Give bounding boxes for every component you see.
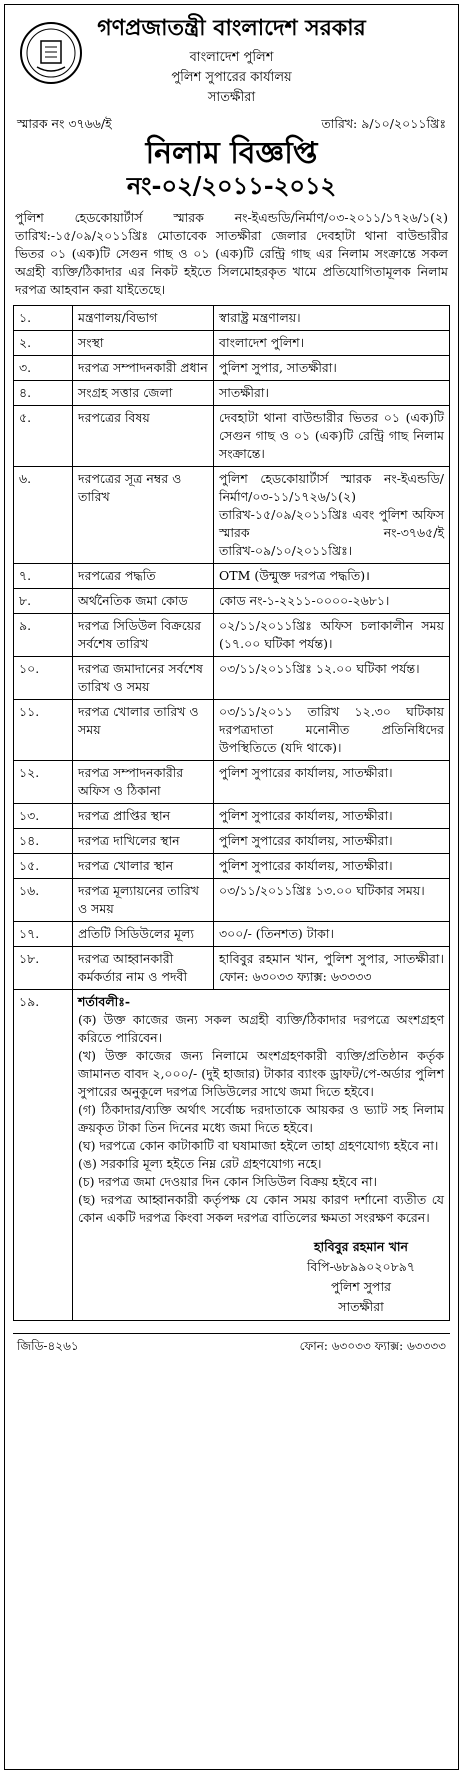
table-row — [14, 700, 450, 761]
government-title: গণপ্রজাতন্ত্রী বাংলাদেশ সরকার — [97, 15, 366, 41]
signatory-district: সাতক্ষীরা — [338, 1299, 384, 1314]
row-label: দরপত্র সম্পাদনকারীর অফিস ও ঠিকানা — [73, 761, 214, 804]
term-item: (গ) ঠিকাদার/ব্যক্তি অর্থাৎ সর্বোচ্চ দরদাতাকে আয়কর ও ভ্যাট সহ নিলাম ক্রয়কৃত টাকা তিন দিনের মধ্যে জমা দিতে হইবে। — [78, 1102, 444, 1135]
term-item: (ক) উক্ত কাজের জন্য সকল অগ্রহী ব্যক্তি/ঠিকাদার দরপত্রে অংশগ্রহণ করিতে পারিবেন। — [78, 1012, 444, 1045]
table-row — [14, 356, 450, 381]
row-value: দেবহাটা থানা বাউন্ডারীর ভিতর ০১ (এক)টি সেগুন গাছ ও ০১ (এক)টি রেন্ট্রি গাছ নিলাম সংক্রান্তে। — [214, 406, 450, 467]
table-row — [14, 589, 450, 614]
row-label: সংস্থা — [73, 331, 214, 356]
row-value: স্বারাষ্ট্র মন্ত্রণালয়। — [214, 306, 450, 331]
row-number: ১২. — [14, 761, 73, 804]
row-value: পুলিশ সুপারের কার্যালয়, সাতক্ষীরা। — [214, 761, 450, 804]
table-row — [14, 406, 450, 467]
tender-table — [13, 305, 450, 1321]
row-label: দরপত্র সম্পাদনকারী প্রধান — [73, 356, 214, 381]
row-number: ৩. — [14, 356, 73, 381]
terms-heading: শর্তাবলীঃ- — [78, 994, 131, 1009]
row-number: ৪. — [14, 381, 73, 406]
row-number: ১৫. — [14, 854, 73, 879]
notice-title: নিলাম বিজ্ঞপ্তি — [145, 136, 318, 171]
row-label: দরপত্র খোলার স্থান — [73, 854, 214, 879]
row-value: পুলিশ সুপারের কার্যালয়, সাতক্ষীরা। — [214, 829, 450, 854]
term-item: (খ) উক্ত কাজের জন্য নিলামে অংশগ্রহণকারী ব্যক্তি/প্রতিষ্ঠান কর্তৃক জামানত বাবদ ২,০০০/- (দুই হাজার) টাকার ব্যাংক ড্রাফট/পে-অর্ডার পুলিশ সুপারের অনুকূলে দরপত্র সিডিউলের সাথে জমা দিতে হইবে। — [78, 1048, 444, 1099]
row-label: মন্ত্রণালয়/বিভাগ — [73, 306, 214, 331]
row-label: প্রতিটি সিডিউলের মূল্য — [73, 922, 214, 947]
government-seal-icon — [19, 21, 83, 85]
row-number: ১০. — [14, 657, 73, 700]
header — [13, 11, 450, 131]
office-line: পুলিশ সুপারের কার্যালয় — [171, 70, 292, 85]
row-label: দরপত্র খোলার তারিখ ও সময় — [73, 700, 214, 761]
row-label: দরপত্র জমাদানের সর্বশেষ তারিখ ও সময় — [73, 657, 214, 700]
row-value: ০৩/১১/২০১১খ্রিঃ ১৩.০০ ঘটিকার সময়। — [214, 879, 450, 922]
table-row — [14, 879, 450, 922]
memo-number: স্মারক নং ৩৭৬৬/ই — [17, 116, 112, 131]
footer — [13, 1333, 450, 1358]
row-number: ৭. — [14, 564, 73, 589]
signatory-bp: বিপি-৬৮৯৯০২০৮৯৭ — [306, 1259, 415, 1274]
term-item: (ঙ) সরকারি মূল্য হইতে নিম্ন রেট গ্রহণযোগ্য নহে। — [78, 1156, 322, 1171]
table-row — [14, 804, 450, 829]
row-number: ২. — [14, 331, 73, 356]
contact-info: ফোন: ৬৩০৩৩ ফ্যাক্স: ৬৩৩৩৩ — [299, 1339, 446, 1353]
row-value: পুলিশ সুপারের কার্যালয়, সাতক্ষীরা। — [214, 854, 450, 879]
row-label: অর্থনৈতিক জমা কোড — [73, 589, 214, 614]
table-row — [14, 381, 450, 406]
row-number: ৫. — [14, 406, 73, 467]
memo-date: তারিখ: ৯/১০/২০১১খ্রিঃ — [321, 116, 446, 131]
terms-row — [14, 990, 450, 1321]
row-value: ৩০০/- (তিনশত) টাকা। — [214, 922, 450, 947]
row-value: পুলিশ সুপার, সাতক্ষীরা। — [214, 356, 450, 381]
table-row — [14, 467, 450, 564]
table-row — [14, 854, 450, 879]
intro-paragraph: পুলিশ হেডকোয়ার্টার্স স্মারক নং-ইএন্ডডি/নির্মাণ/০৩-২০১১/১৭২৬/১(২) তারিখ:-১৫/০৯/২০১১খ্রিঃ মোতাবেক সাতক্ষীরা জেলার দেবহাটা থানা বাউন্ডারীর ভিতর ০১ (এক)টি সেগুন গাছ ও ০১ (এক)টি রেন্ট্রি গাছ এর নিলাম সংক্রান্তে সকল অগ্রহী ব্যক্তি/ঠিকাদার এর নিকট হইতে সিলমোহরকৃত খামে প্রতিযোগিতামূলক নিলাম দরপত্র আহবান করা যাইতেছে। — [15, 210, 448, 297]
table-row — [14, 761, 450, 804]
row-value: হাবিবুর রহমান খান, পুলিশ সুপার, সাতক্ষীরা। ফোন: ৬৩০৩৩ ফ্যাক্স: ৬৩৩৩৩ — [214, 947, 450, 990]
signatory-post: পুলিশ সুপার — [331, 1279, 391, 1294]
row-value: পুলিশ হেডকোয়ার্টার্স স্মারক নং-ইএন্ডডি/নির্মাণ/০৩-১১/১৭২৬/১(২) তারিখ-১৫/০৯/২০১১খ্রিঃ এবং পুলিশ অফিস স্মারক নং-৩৭৬৫/ই তারিখ-০৯/১০/২০১১খ্রিঃ। — [214, 467, 450, 564]
row-value: ০৩/১১/২০১১ তারিখ ১২.৩০ ঘটিকায় দরপত্রদাতা মনোনীত প্রতিনিধিদের উপস্থিতিতে (যদি থাকে)। — [214, 700, 450, 761]
row-value: সাতক্ষীরা। — [214, 381, 450, 406]
row-number: ১৪. — [14, 829, 73, 854]
row-value: পুলিশ সুপারের কার্যালয়, সাতক্ষীরা। — [214, 804, 450, 829]
row-label: দরপত্র সিডিউল বিক্রয়ের সর্বশেষ তারিখ — [73, 614, 214, 657]
row-value: কোড নং-১-২২১১-০০০০-২৬৮১। — [214, 589, 450, 614]
table-row — [14, 331, 450, 356]
row-number: ৬. — [14, 467, 73, 564]
term-item: (চ) দরপত্র জমা দেওয়ার দিন কোন সিডিউল বিক্রয় হইবে না। — [78, 1174, 377, 1189]
row-number: ১. — [14, 306, 73, 331]
row-value: OTM (উন্মুক্ত দরপত্র পদ্ধতি)। — [214, 564, 450, 589]
signatory-name: হাবিবুর রহমান খান — [313, 1239, 409, 1254]
department-line: বাংলাদেশ পুলিশ — [189, 50, 274, 65]
table-row — [14, 947, 450, 990]
row-label: দরপত্রের পদ্ধতি — [73, 564, 214, 589]
district-line: সাতক্ষীরা — [207, 90, 256, 105]
signature-block — [278, 1237, 444, 1317]
row-label: দরপত্রের বিষয় — [73, 406, 214, 467]
row-label: দরপত্র মূল্যায়নের তারিখ ও সময় — [73, 879, 214, 922]
row-number: ১৮. — [14, 947, 73, 990]
row-number: ১৬. — [14, 879, 73, 922]
row-number: ১৭. — [14, 922, 73, 947]
row-label: দরপত্রের সূত্র নম্বর ও তারিখ — [73, 467, 214, 564]
row-number: ৮. — [14, 589, 73, 614]
row-label: সংগ্রহ সত্তার জেলা — [73, 381, 214, 406]
row-value: ০২/১১/২০১১খ্রিঃ অফিস চলাকালীন সময় (১৭.০০ ঘটিকা পর্যন্ত)। — [214, 614, 450, 657]
term-item: (ঘ) দরপত্রে কোন কাটাকাটি বা ঘষামাজা হইলে তাহা গ্রহণযোগ্য হইবে না। — [78, 1138, 439, 1153]
table-row — [14, 564, 450, 589]
row-label: দরপত্র দাখিলের স্থান — [73, 829, 214, 854]
notice-page — [4, 4, 459, 1770]
reference-row — [13, 108, 450, 136]
row-number: ১১. — [14, 700, 73, 761]
term-item: (ছ) দরপত্র আহ্বানকারী কর্তৃপক্ষ যে কোন সময় কারণ দর্শানো ব্যতীত যে কোন একটি দরপত্র কিংবা সকল দরপত্র বাতিলের ক্ষমতা সংরক্ষণ করেন। — [78, 1192, 444, 1225]
table-row — [14, 922, 450, 947]
table-row — [14, 829, 450, 854]
table-row — [14, 306, 450, 331]
row-number: ১৯. — [14, 990, 73, 1321]
row-label: দরপত্র প্রাপ্তির স্থান — [73, 804, 214, 829]
gd-number: জিডি-৪২৬১ — [17, 1339, 79, 1353]
row-value: বাংলাদেশ পুলিশ। — [214, 331, 450, 356]
table-row — [14, 657, 450, 700]
row-number: ১৩. — [14, 804, 73, 829]
row-label: দরপত্র আহ্বানকারী কর্মকর্তার নাম ও পদবী — [73, 947, 214, 990]
row-number: ৯. — [14, 614, 73, 657]
table-row — [14, 614, 450, 657]
terms-cell — [73, 990, 450, 1321]
notice-number: নং-০২/২০১১-২০১২ — [126, 171, 337, 200]
row-value: ০৩/১১/২০১১খ্রিঃ ১২.০০ ঘটিকা পর্যন্ত। — [214, 657, 450, 700]
